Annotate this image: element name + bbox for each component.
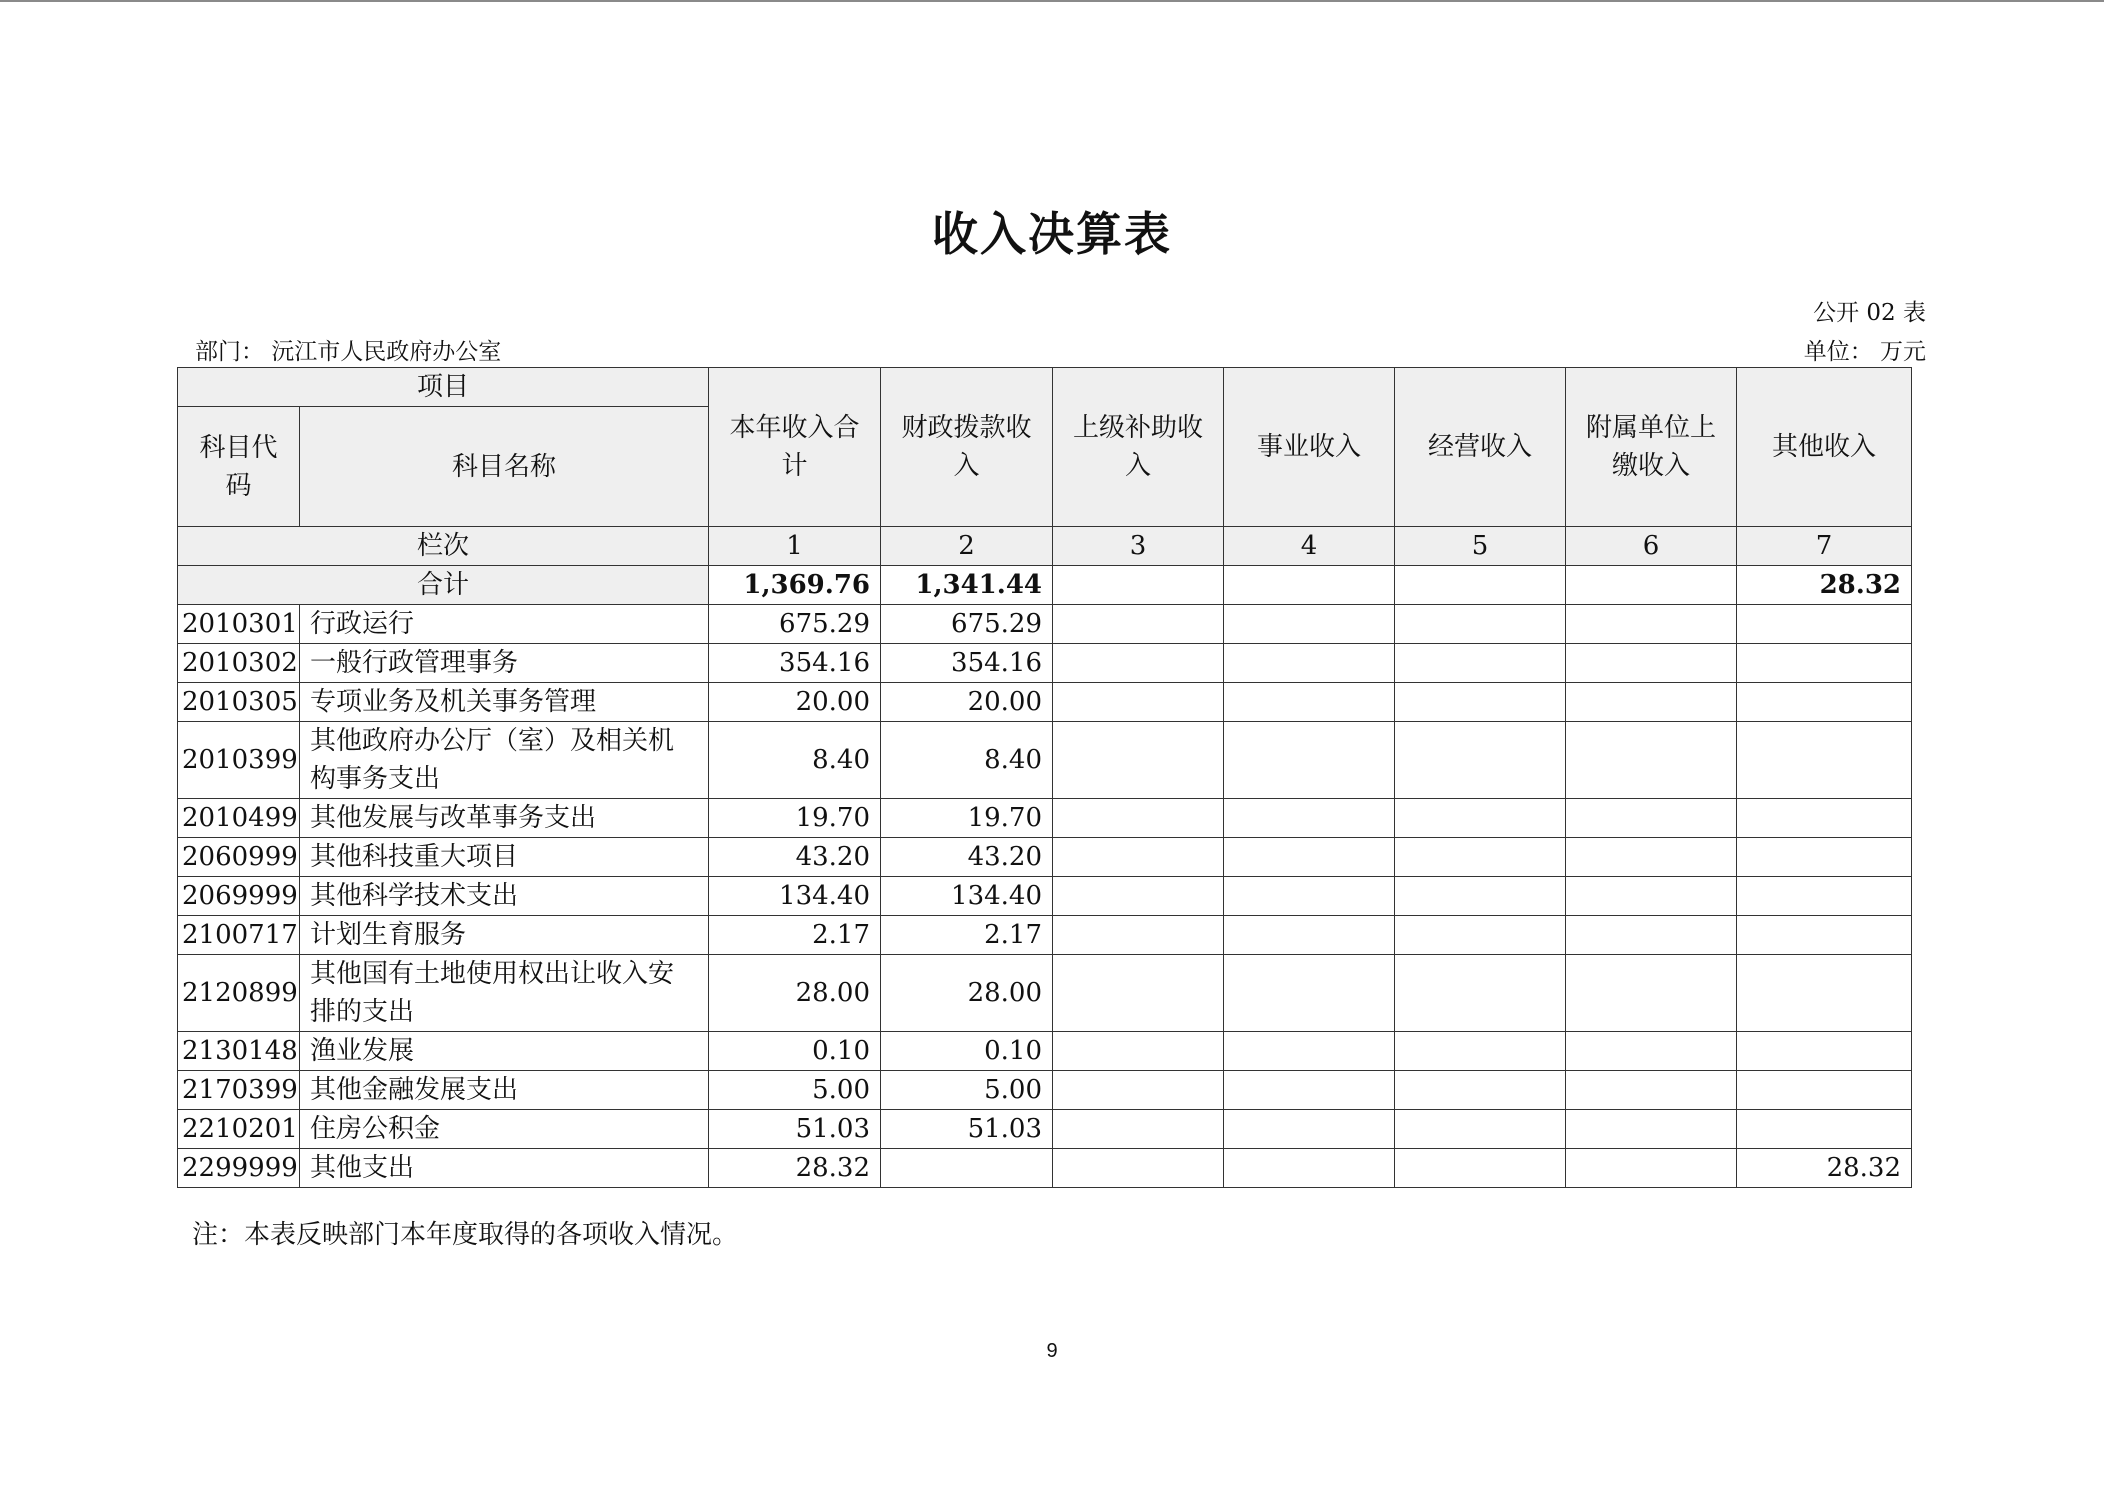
amount-cell: 28.00 bbox=[881, 955, 1053, 1032]
amount-cell bbox=[1566, 683, 1737, 722]
table-row bbox=[178, 644, 1912, 683]
total-value bbox=[1395, 566, 1566, 605]
amount-cell bbox=[1053, 605, 1224, 644]
row-index-cell: 2 bbox=[881, 527, 1053, 566]
amount-cell bbox=[1053, 1110, 1224, 1149]
amount-cell: 19.70 bbox=[881, 799, 1053, 838]
subject-code: 2120899 bbox=[178, 955, 300, 1032]
amount-cell bbox=[1395, 683, 1566, 722]
amount-cell: 43.20 bbox=[709, 838, 881, 877]
amount-cell bbox=[1737, 722, 1912, 799]
amount-cell bbox=[1224, 1110, 1395, 1149]
subject-name: 渔业发展 bbox=[300, 1032, 709, 1071]
amount-cell bbox=[1737, 1071, 1912, 1110]
total-value bbox=[1224, 566, 1395, 605]
column-header: 经营收入 bbox=[1395, 368, 1566, 527]
total-value: 1,369.76 bbox=[709, 566, 881, 605]
subject-name: 其他科学技术支出 bbox=[300, 877, 709, 916]
table-row bbox=[178, 1071, 1912, 1110]
amount-cell bbox=[1224, 838, 1395, 877]
amount-cell bbox=[1395, 722, 1566, 799]
subject-code: 2170399 bbox=[178, 1071, 300, 1110]
subject-name: 其他金融发展支出 bbox=[300, 1071, 709, 1110]
amount-cell: 51.03 bbox=[881, 1110, 1053, 1149]
amount-cell bbox=[1737, 838, 1912, 877]
table-row bbox=[178, 955, 1912, 1032]
column-header: 上级补助收入 bbox=[1053, 368, 1224, 527]
amount-cell bbox=[881, 1149, 1053, 1188]
amount-cell bbox=[1224, 1149, 1395, 1188]
amount-cell: 354.16 bbox=[881, 644, 1053, 683]
department-label: 部门： 沅江市人民政府办公室 bbox=[195, 339, 502, 365]
table-row bbox=[178, 722, 1912, 799]
amount-cell bbox=[1737, 1110, 1912, 1149]
amount-cell: 28.32 bbox=[1737, 1149, 1912, 1188]
amount-cell: 28.00 bbox=[709, 955, 881, 1032]
total-value bbox=[1566, 566, 1737, 605]
amount-cell bbox=[1224, 799, 1395, 838]
amount-cell: 5.00 bbox=[881, 1071, 1053, 1110]
amount-cell bbox=[1053, 877, 1224, 916]
subject-name: 行政运行 bbox=[300, 605, 709, 644]
subject-code: 2010399 bbox=[178, 722, 300, 799]
amount-cell bbox=[1737, 916, 1912, 955]
subject-name: 一般行政管理事务 bbox=[300, 644, 709, 683]
total-label: 合计 bbox=[178, 566, 709, 605]
amount-cell: 51.03 bbox=[709, 1110, 881, 1149]
amount-cell: 134.40 bbox=[709, 877, 881, 916]
amount-cell: 20.00 bbox=[881, 683, 1053, 722]
subject-name: 其他科技重大项目 bbox=[300, 838, 709, 877]
amount-cell bbox=[1224, 683, 1395, 722]
table-row bbox=[178, 1149, 1912, 1188]
amount-cell bbox=[1566, 1110, 1737, 1149]
amount-cell bbox=[1395, 1032, 1566, 1071]
amount-cell bbox=[1737, 644, 1912, 683]
amount-cell: 2.17 bbox=[881, 916, 1053, 955]
amount-cell bbox=[1566, 877, 1737, 916]
amount-cell bbox=[1053, 916, 1224, 955]
column-header: 本年收入合计 bbox=[709, 368, 881, 527]
page-title: 收入决算表 bbox=[932, 207, 1172, 261]
amount-cell bbox=[1395, 955, 1566, 1032]
amount-cell bbox=[1737, 877, 1912, 916]
amount-cell bbox=[1737, 683, 1912, 722]
amount-cell bbox=[1395, 1149, 1566, 1188]
table-row bbox=[178, 799, 1912, 838]
amount-cell bbox=[1053, 1032, 1224, 1071]
subject-code: 2010499 bbox=[178, 799, 300, 838]
subject-code: 2210201 bbox=[178, 1110, 300, 1149]
column-header: 财政拨款收入 bbox=[881, 368, 1053, 527]
name-header: 科目名称 bbox=[300, 407, 709, 527]
table-row bbox=[178, 605, 1912, 644]
subject-name: 计划生育服务 bbox=[300, 916, 709, 955]
subject-name: 住房公积金 bbox=[300, 1110, 709, 1149]
amount-cell bbox=[1053, 799, 1224, 838]
amount-cell bbox=[1566, 1071, 1737, 1110]
amount-cell bbox=[1566, 1032, 1737, 1071]
table-number: 公开 02 表 bbox=[1813, 300, 1926, 326]
amount-cell bbox=[1224, 605, 1395, 644]
subject-code: 2010302 bbox=[178, 644, 300, 683]
amount-cell bbox=[1566, 838, 1737, 877]
subject-name: 其他国有土地使用权出让收入安排的支出 bbox=[300, 955, 709, 1032]
income-statement-table bbox=[177, 367, 1912, 1188]
amount-cell bbox=[1224, 644, 1395, 683]
amount-cell bbox=[1395, 644, 1566, 683]
amount-cell: 675.29 bbox=[881, 605, 1053, 644]
amount-cell: 675.29 bbox=[709, 605, 881, 644]
subject-name: 其他支出 bbox=[300, 1149, 709, 1188]
amount-cell bbox=[1053, 1149, 1224, 1188]
amount-cell bbox=[1737, 1032, 1912, 1071]
amount-cell: 134.40 bbox=[881, 877, 1053, 916]
amount-cell bbox=[1737, 955, 1912, 1032]
subject-code: 2100717 bbox=[178, 916, 300, 955]
table-row bbox=[178, 1110, 1912, 1149]
subject-name: 其他政府办公厅（室）及相关机构事务支出 bbox=[300, 722, 709, 799]
subject-name: 其他发展与改革事务支出 bbox=[300, 799, 709, 838]
total-value bbox=[1053, 566, 1224, 605]
table-row bbox=[178, 838, 1912, 877]
subject-code: 2130148 bbox=[178, 1032, 300, 1071]
page-top-border bbox=[0, 0, 2104, 2]
amount-cell: 0.10 bbox=[881, 1032, 1053, 1071]
amount-cell bbox=[1737, 799, 1912, 838]
total-value: 28.32 bbox=[1737, 566, 1912, 605]
subject-code: 2060999 bbox=[178, 838, 300, 877]
amount-cell: 28.32 bbox=[709, 1149, 881, 1188]
amount-cell: 8.40 bbox=[881, 722, 1053, 799]
total-value: 1,341.44 bbox=[881, 566, 1053, 605]
row-index-cell: 4 bbox=[1224, 527, 1395, 566]
amount-cell bbox=[1566, 916, 1737, 955]
amount-cell: 20.00 bbox=[709, 683, 881, 722]
amount-cell: 354.16 bbox=[709, 644, 881, 683]
amount-cell bbox=[1566, 799, 1737, 838]
amount-cell bbox=[1566, 955, 1737, 1032]
row-index-cell: 6 bbox=[1566, 527, 1737, 566]
amount-cell bbox=[1053, 722, 1224, 799]
column-header: 事业收入 bbox=[1224, 368, 1395, 527]
amount-cell: 8.40 bbox=[709, 722, 881, 799]
amount-cell bbox=[1395, 877, 1566, 916]
amount-cell: 43.20 bbox=[881, 838, 1053, 877]
column-header: 其他收入 bbox=[1737, 368, 1912, 527]
amount-cell bbox=[1224, 955, 1395, 1032]
amount-cell bbox=[1224, 722, 1395, 799]
unit-label: 单位： 万元 bbox=[1803, 339, 1926, 365]
amount-cell: 2.17 bbox=[709, 916, 881, 955]
row-index-cell: 3 bbox=[1053, 527, 1224, 566]
table-row bbox=[178, 1032, 1912, 1071]
row-index-label: 栏次 bbox=[178, 527, 709, 566]
footnote: 注：本表反映部门本年度取得的各项收入情况。 bbox=[192, 1220, 739, 1250]
amount-cell bbox=[1224, 916, 1395, 955]
row-index-cell: 7 bbox=[1737, 527, 1912, 566]
amount-cell bbox=[1224, 877, 1395, 916]
amount-cell bbox=[1053, 838, 1224, 877]
subject-code: 2010305 bbox=[178, 683, 300, 722]
subject-name: 专项业务及机关事务管理 bbox=[300, 683, 709, 722]
amount-cell: 0.10 bbox=[709, 1032, 881, 1071]
amount-cell bbox=[1053, 683, 1224, 722]
table-row bbox=[178, 916, 1912, 955]
amount-cell bbox=[1395, 916, 1566, 955]
code-header: 科目代码 bbox=[178, 407, 300, 527]
amount-cell bbox=[1224, 1032, 1395, 1071]
row-index-cell: 1 bbox=[709, 527, 881, 566]
amount-cell bbox=[1737, 605, 1912, 644]
row-index-cell: 5 bbox=[1395, 527, 1566, 566]
amount-cell bbox=[1395, 1071, 1566, 1110]
project-header: 项目 bbox=[178, 368, 709, 407]
amount-cell bbox=[1224, 1071, 1395, 1110]
subject-code: 2069999 bbox=[178, 877, 300, 916]
amount-cell bbox=[1395, 605, 1566, 644]
subject-code: 2299999 bbox=[178, 1149, 300, 1188]
amount-cell bbox=[1395, 838, 1566, 877]
subject-code: 2010301 bbox=[178, 605, 300, 644]
amount-cell bbox=[1053, 644, 1224, 683]
amount-cell bbox=[1395, 799, 1566, 838]
amount-cell bbox=[1566, 644, 1737, 683]
page-number: 9 bbox=[1046, 1340, 1058, 1362]
table-row bbox=[178, 877, 1912, 916]
amount-cell: 19.70 bbox=[709, 799, 881, 838]
amount-cell: 5.00 bbox=[709, 1071, 881, 1110]
amount-cell bbox=[1053, 955, 1224, 1032]
amount-cell bbox=[1566, 605, 1737, 644]
amount-cell bbox=[1395, 1110, 1566, 1149]
amount-cell bbox=[1566, 722, 1737, 799]
column-header: 附属单位上缴收入 bbox=[1566, 368, 1737, 527]
amount-cell bbox=[1566, 1149, 1737, 1188]
amount-cell bbox=[1053, 1071, 1224, 1110]
table-row bbox=[178, 683, 1912, 722]
